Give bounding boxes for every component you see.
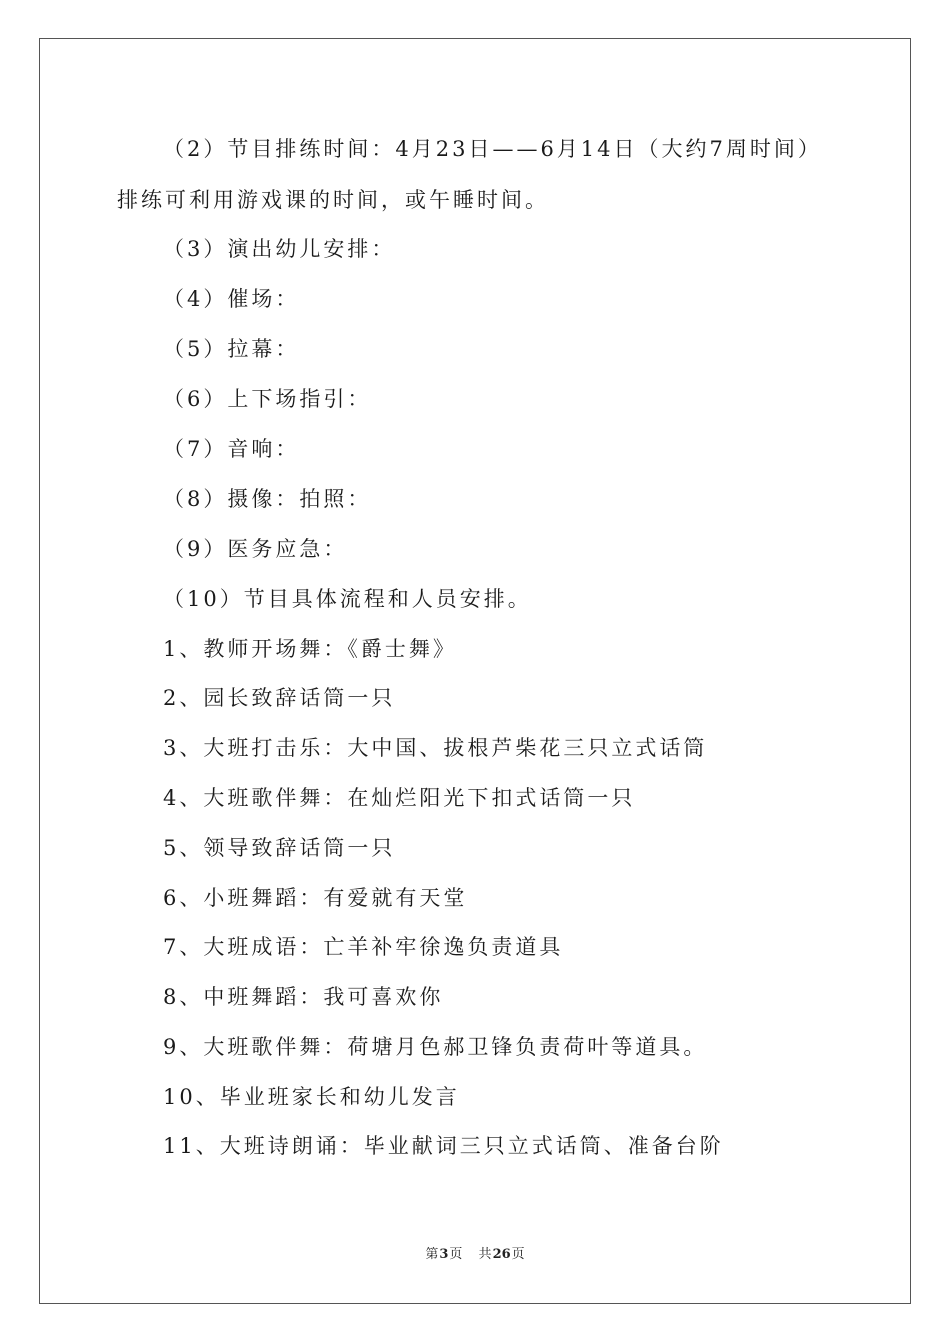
program-item-7: 7、大班成语：亡羊补牢徐逸负责道具: [163, 935, 564, 959]
program-item-11: 11、大班诗朗诵：毕业献词三只立式话筒、准备台阶: [163, 1134, 724, 1158]
program-item-6: 6、小班舞蹈：有爱就有天堂: [163, 886, 468, 910]
item-sound: （7）音响：: [163, 437, 300, 461]
item-curtain: （5）拉幕：: [163, 337, 300, 361]
item-performers: （3）演出幼儿安排：: [163, 237, 396, 261]
paragraph-rehearsal-time-continued: 排练可利用游戏课的时间，或午睡时间。: [117, 188, 549, 212]
item-program-flow: （10）节目具体流程和人员安排。: [163, 587, 532, 611]
program-item-4: 4、大班歌伴舞：在灿烂阳光下扣式话筒一只: [163, 786, 636, 810]
program-item-9: 9、大班歌伴舞：荷塘月色郝卫锋负责荷叶等道具。: [163, 1035, 708, 1059]
program-item-3: 3、大班打击乐：大中国、拔根芦柴花三只立式话筒: [163, 736, 708, 760]
program-item-8: 8、中班舞蹈：我可喜欢你: [163, 985, 444, 1009]
page-number: 第3页: [425, 1247, 463, 1262]
item-stage-call: （4）催场：: [163, 287, 300, 311]
page-border: [39, 38, 911, 1304]
program-item-2: 2、园长致辞话筒一只: [163, 686, 396, 710]
program-item-5: 5、领导致辞话筒一只: [163, 836, 396, 860]
page-footer: [0, 1246, 950, 1264]
page-total: 共26页: [478, 1247, 525, 1262]
item-medical: （9）医务应急：: [163, 537, 348, 561]
item-photo-video: （8）摄像：拍照：: [163, 487, 372, 511]
program-item-1: 1、教师开场舞：《爵士舞》: [163, 637, 457, 661]
paragraph-rehearsal-time: （2）节目排练时间：4月23日——6月14日（大约7周时间）: [163, 137, 822, 161]
program-item-10: 10、毕业班家长和幼儿发言: [163, 1085, 460, 1109]
item-stage-guide: （6）上下场指引：: [163, 387, 372, 411]
